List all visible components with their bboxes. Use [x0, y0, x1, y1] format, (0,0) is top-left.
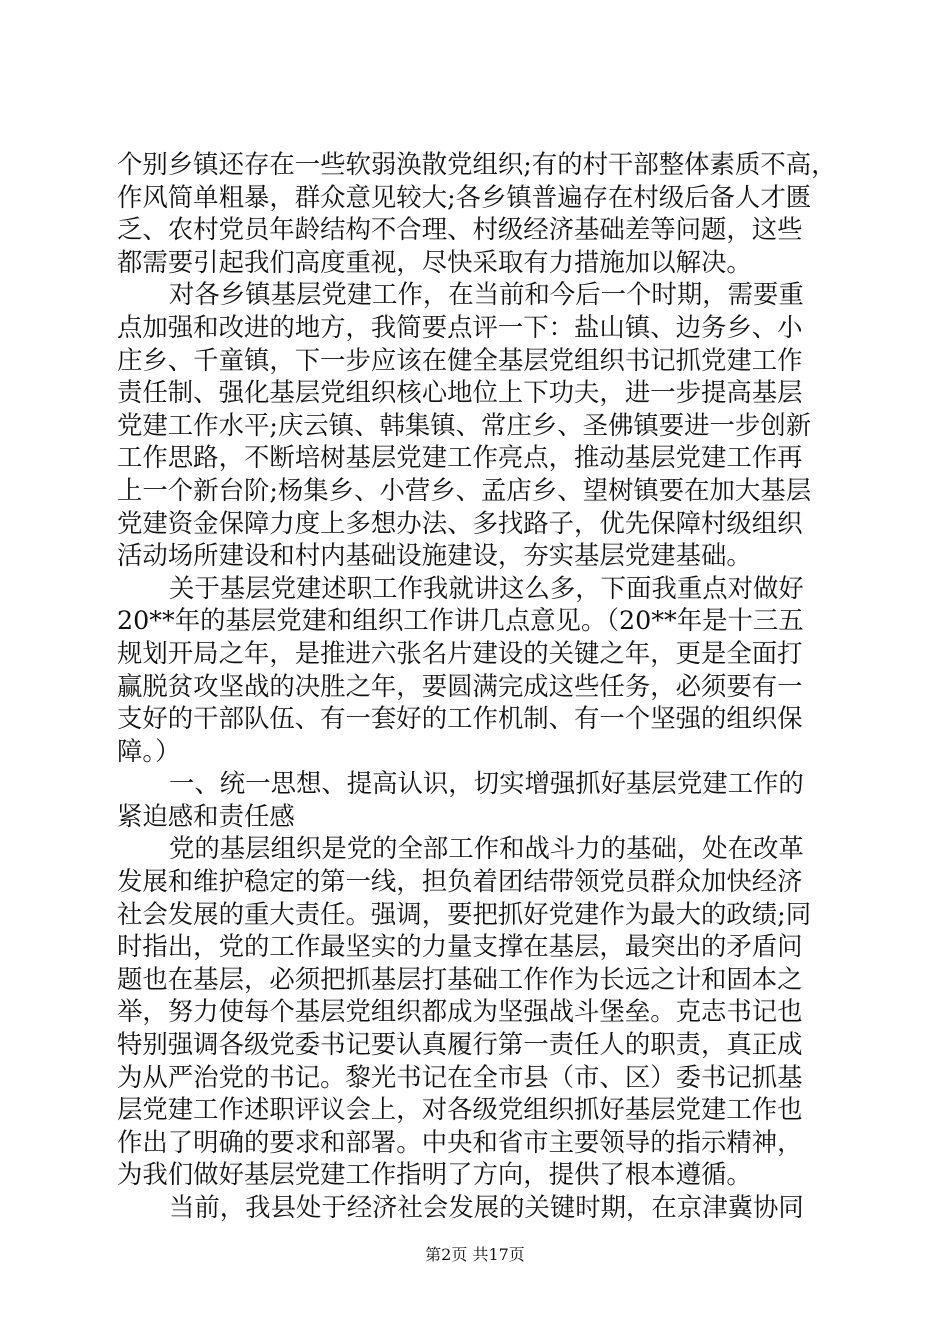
text-line: 层党建工作述职评议会上，对各级党组织抓好基层党建工作也 — [117, 1094, 803, 1125]
text-line: 赢脱贫攻坚战的决胜之年，要圆满完成这些任务，必须要有一 — [117, 670, 803, 701]
text-line: 活动场所建设和村内基础设施建设，夯实基层党建基础。 — [117, 540, 752, 571]
text-line: 举，努力使每个基层党组织都成为坚强战斗堡垒。克志书记也 — [117, 996, 803, 1027]
text-line: 责任制、强化基层党组织核心地位上下功夫，进一步提高基层 — [117, 377, 803, 408]
text-line: 作风简单粗暴，群众意见较大;各乡镇普遍存在村级后备人才匮 — [117, 181, 812, 212]
text-line: 规划开局之年，是推进六张名片建设的关键之年，更是全面打 — [117, 637, 803, 668]
document-body — [117, 148, 835, 1224]
text-line: 工作思路，不断培树基层党建工作亮点，推动基层党建工作再 — [117, 442, 803, 473]
page-number-footer: 第2页 共17页 — [425, 1245, 525, 1264]
text-line: 特别强调各级党委书记要认真履行第一责任人的职责，真正成 — [117, 1029, 803, 1060]
text-line: 障。） — [117, 735, 181, 766]
text-line: 作出了明确的要求和部署。中央和省市主要领导的指示精神， — [117, 1126, 803, 1157]
text-line: 支好的干部队伍、有一套好的工作机制、有一个坚强的组织保 — [117, 703, 803, 734]
text-line: 时指出，党的工作最坚实的力量支撑在基层，最突出的矛盾问 — [117, 931, 803, 962]
paragraph-first-line: 党的基层组织是党的全部工作和战斗力的基础，处在改革 — [169, 833, 804, 864]
text-line: 20**年的基层党建和组织工作讲几点意见。（20**年是十三五 — [117, 605, 804, 636]
section-heading-continued: 紧迫感和责任感 — [117, 800, 295, 831]
text-line: 党建工作水平;庆云镇、韩集镇、常庄乡、圣佛镇要进一步创新 — [117, 409, 812, 440]
text-line: 个别乡镇还存在一些软弱涣散党组织;有的村干部整体素质不高， — [117, 149, 837, 179]
text-line: 点加强和改进的地方，我简要点评一下：盐山镇、边务乡、小 — [117, 311, 803, 342]
text-line: 党建资金保障力度上多想办法、多找路子，优先保障村级组织 — [117, 507, 803, 538]
paragraph-first-line: 关于基层党建述职工作我就讲这么多，下面我重点对做好 — [169, 572, 804, 603]
text-line: 为从严治党的书记。黎光书记在全市县（市、区）委书记抓基 — [117, 1061, 803, 1092]
text-line: 发展和维护稳定的第一线，担负着团结带领党员群众加快经济 — [117, 866, 803, 897]
text-line: 庄乡、千童镇，下一步应该在健全基层党组织书记抓党建工作 — [117, 344, 803, 375]
paragraph-first-line: 对各乡镇基层党建工作，在当前和今后一个时期，需要重 — [169, 279, 804, 310]
paragraph-first-line: 当前，我县处于经济社会发展的关键时期，在京津冀协同 — [169, 1192, 804, 1222]
section-heading: 一、统一思想、提高认识，切实增强抓好基层党建工作的 — [169, 768, 804, 799]
text-line: 社会发展的重大责任。强调，要把抓好党建作为最大的政绩;同 — [117, 898, 812, 929]
text-line: 题也在基层，必须把抓基层打基础工作作为长远之计和固本之 — [117, 963, 803, 994]
text-line: 为我们做好基层党建工作指明了方向，提供了根本遵循。 — [117, 1159, 752, 1190]
text-line: 乏、农村党员年龄结构不合理、村级经济基础差等问题，这些 — [117, 214, 803, 245]
text-line: 上一个新台阶;杨集乡、小营乡、孟店乡、望树镇要在加大基层 — [117, 474, 812, 505]
text-line: 都需要引起我们高度重视，尽快采取有力措施加以解决。 — [117, 246, 752, 277]
